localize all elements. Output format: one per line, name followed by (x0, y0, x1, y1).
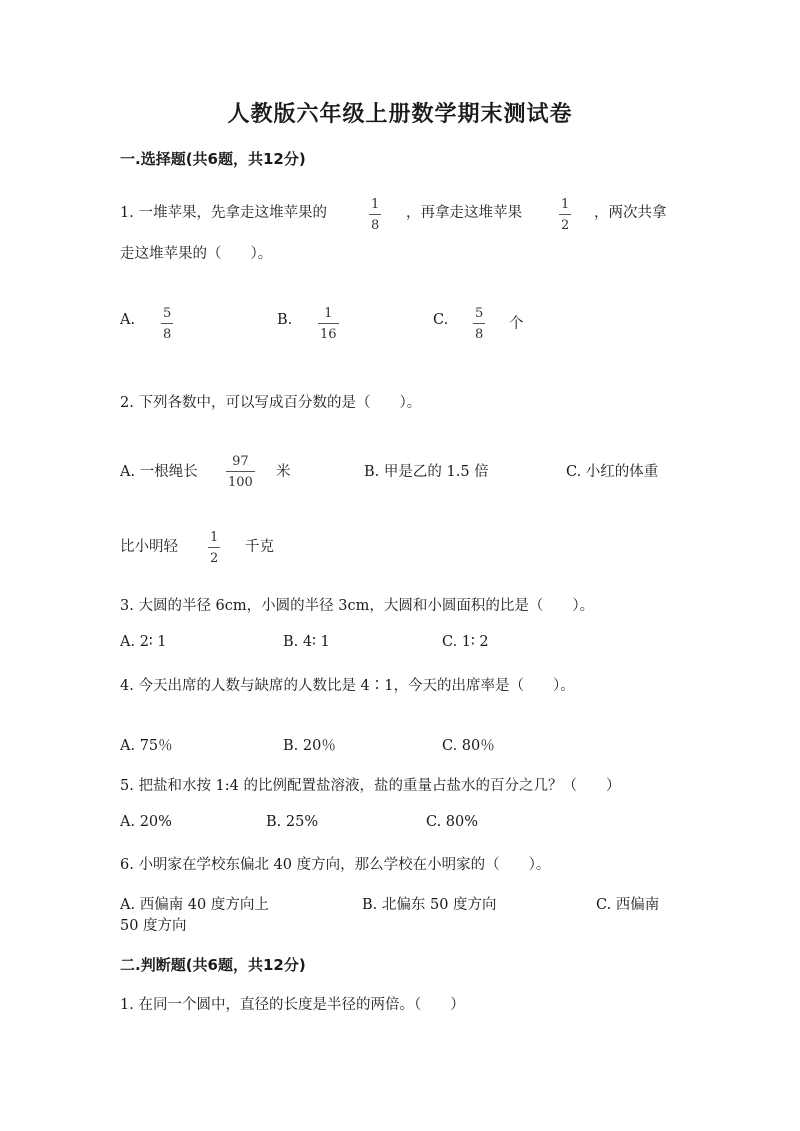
q3-text: 3. 大圆的半径 6cm，小圆的半径 3cm，大圆和小圆面积的比是（ ）。 (120, 598, 595, 614)
q4-text: 4. 今天出席的人数与缺席的人数比是 4∶1，今天的出席率是（ ）。 (120, 678, 575, 694)
q2-option-c-line2-prefix: 比小明轻 (120, 539, 178, 555)
q4-option-b: B. 20％ (283, 738, 336, 754)
fraction-numerator: 97 (232, 454, 249, 469)
page-title: 人教版六年级上册数学期末测试卷 (227, 101, 573, 127)
q2-option-c-fraction (208, 531, 220, 565)
fraction-numerator: 1 (210, 530, 219, 545)
q1-option-a-label: A. (120, 312, 136, 328)
q2-text: 2. 下列各数中，可以写成百分数的是（ ）。 (120, 395, 422, 411)
q6-option-b: B. 北偏东 50 度方向 (362, 897, 497, 913)
fraction-denominator: 8 (371, 218, 380, 233)
q1-text-part1: 1. 一堆苹果，先拿走这堆苹果的 (120, 205, 327, 221)
q1-text-part3: ，两次共拿 (594, 205, 667, 221)
q2-option-a-prefix: A. 一根绳长 (120, 464, 198, 480)
fraction-numerator: 1 (324, 306, 333, 321)
q2-option-a-fraction (226, 455, 255, 489)
judge-q1-text: 1. 在同一个圆中，直径的长度是半径的两倍。（ ） (120, 997, 465, 1013)
q3-option-a: A. 2∶ 1 (120, 634, 167, 650)
q4-option-c: C. 80％ (442, 738, 495, 754)
q2-option-a-suffix: 米 (276, 464, 291, 480)
section-heading-judge: 二.判断题(共6题，共12分) (120, 956, 306, 974)
fraction-denominator: 16 (320, 327, 337, 342)
q1-option-c-label: C. (433, 312, 449, 328)
q1-option-c-suffix: 个 (509, 316, 524, 332)
q5-option-a: A. 20% (120, 814, 172, 830)
q1-fraction-2 (559, 198, 571, 232)
section-heading-choice: 一.选择题(共6题，共12分) (120, 150, 306, 168)
q1-option-b-fraction (318, 307, 339, 341)
q3-option-c: C. 1∶ 2 (442, 634, 489, 650)
q1-fraction-1 (369, 198, 381, 232)
q5-option-c: C. 80% (426, 814, 479, 830)
fraction-numerator: 1 (561, 197, 570, 212)
fraction-denominator: 2 (210, 551, 219, 566)
q2-option-c-suffix: 千克 (245, 539, 274, 555)
q2-option-c-line1: C. 小红的体重 (566, 464, 659, 480)
q5-option-b: B. 25% (266, 814, 319, 830)
fraction-denominator: 2 (561, 218, 570, 233)
fraction-numerator: 5 (475, 306, 484, 321)
q1-option-a-fraction (161, 307, 173, 341)
fraction-denominator: 100 (228, 475, 253, 490)
fraction-denominator: 8 (163, 327, 172, 342)
q1-option-c-fraction (473, 307, 485, 341)
q6-option-c: C. 西偏南 (596, 897, 660, 913)
q2-option-b: B. 甲是乙的 1.5 倍 (364, 464, 489, 480)
q6-option-a: A. 西偏南 40 度方向上 (120, 897, 269, 913)
q3-option-b: B. 4∶ 1 (283, 634, 330, 650)
q6-option-c-line2: 50 度方向 (120, 918, 187, 934)
q1-text-line2: 走这堆苹果的（ ）。 (120, 246, 273, 262)
q1-text-part2: ，再拿走这堆苹果 (406, 205, 522, 221)
q5-text: 5. 把盐和水按 1:4 的比例配置盐溶液，盐的重量占盐水的百分之几？（ ） (120, 778, 621, 794)
q6-text: 6. 小明家在学校东偏北 40 度方向，那么学校在小明家的（ ）。 (120, 857, 551, 873)
fraction-numerator: 5 (163, 306, 172, 321)
fraction-numerator: 1 (371, 197, 380, 212)
q1-option-b-label: B. (277, 312, 293, 328)
q4-option-a: A. 75％ (120, 738, 173, 754)
fraction-denominator: 8 (475, 327, 484, 342)
